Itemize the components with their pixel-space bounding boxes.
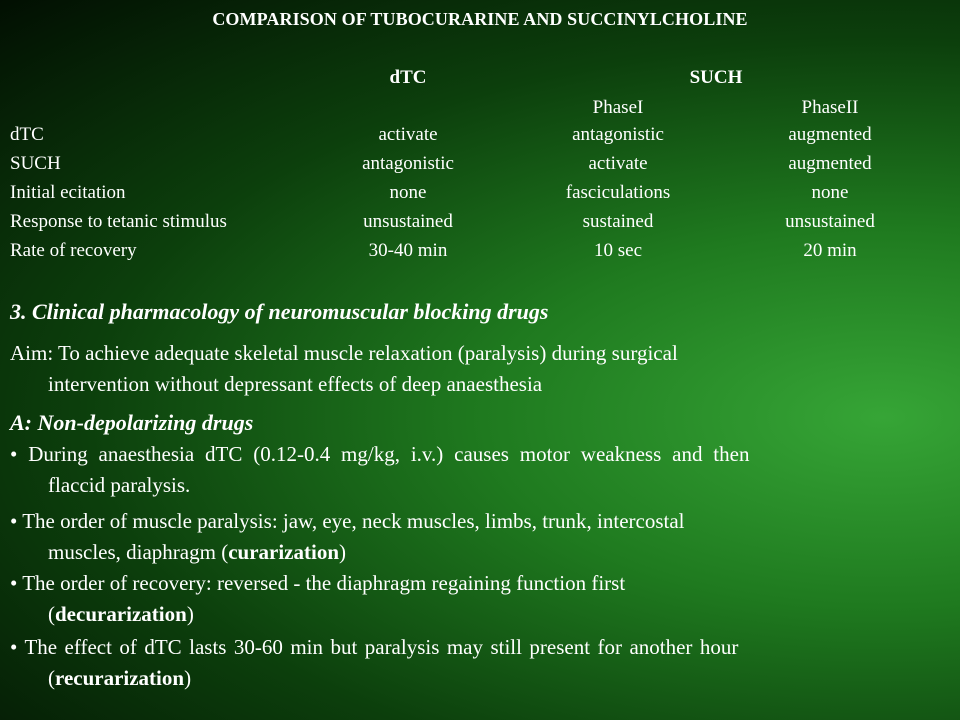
aim-line-1: Aim: To achieve adequate skeletal muscle relaxation (paralysis) during surgical [10,341,678,365]
section-heading: 3. Clinical pharmacology of neuromuscular blocking drugs [10,299,549,324]
term-curarization: curarization [228,540,340,564]
cell-phase1: activate [588,153,648,174]
cell-phase1: 10 sec [593,240,643,261]
bullet-text-cont [10,663,950,694]
bullet-icon: • [10,442,18,466]
cell-phase2: unsustained [785,211,875,232]
bullet-item [10,632,950,694]
cell-phase2: augmented [788,124,872,145]
text-part: ( [48,666,55,690]
comparison-table [0,0,960,280]
bullet-text-cont [10,537,950,568]
header-phase2: PhaseII [801,97,859,118]
cell-phase1: fasciculations [565,182,671,203]
text-part: ) [339,540,347,564]
term-recurarization: recurarization [55,666,185,690]
bullet-text: The effect of dTC lasts 30-60 min but paralysis may still present for another hour [24,635,739,659]
cell-dtc: none [389,182,427,203]
cell-phase1: sustained [582,211,654,232]
bullet-item [10,439,950,501]
cell-phase2: augmented [788,153,872,174]
slide-title: COMPARISON OF TUBOCURARINE AND SUCCINYLCHOLINE [212,9,748,29]
cell-phase2: 20 min [803,240,857,261]
term-decurarization: decurarization [55,602,187,626]
aim-line-2: intervention without depressant effects of deep anaesthesia [48,372,543,396]
bullet-icon: • [10,509,18,533]
cell-phase1: antagonistic [572,124,664,145]
bullet-icon: • [10,635,18,659]
row-label: Initial ecitation [10,182,126,203]
cell-dtc: activate [378,124,438,145]
row-label: Response to tetanic stimulus [10,211,227,232]
text-part: ) [184,666,192,690]
cell-dtc: 30-40 min [368,240,448,261]
header-phase1: PhaseI [592,97,644,118]
bullet-item [10,506,950,568]
text-part: ( [48,602,55,626]
text-part: ) [186,602,194,626]
header-dtc: dTC [389,67,427,88]
cell-phase2: none [811,182,849,203]
bullet-item [10,568,950,630]
row-label: Rate of recovery [10,240,137,261]
header-such: SUCH [689,67,743,88]
row-label: dTC [10,124,44,145]
cell-dtc: antagonistic [362,153,454,174]
text-part: muscles, diaphragm ( [48,540,229,564]
bullet-text-cont: flaccid paralysis. [48,473,191,497]
aim-paragraph [10,338,950,400]
row-label: SUCH [10,153,61,174]
bullet-text: During anaesthesia dTC (0.12-0.4 mg/kg, i.v.) causes motor weakness and then [28,442,750,466]
subsection-heading: A: Non-depolarizing drugs [10,410,254,435]
bullet-text: The order of recovery: reversed - the diaphragm regaining function first [22,571,626,595]
bullet-icon: • [10,571,18,595]
cell-dtc: unsustained [363,211,453,232]
bullet-text-cont [10,599,950,630]
bullet-text: The order of muscle paralysis: jaw, eye, neck muscles, limbs, trunk, intercostal [22,509,685,533]
